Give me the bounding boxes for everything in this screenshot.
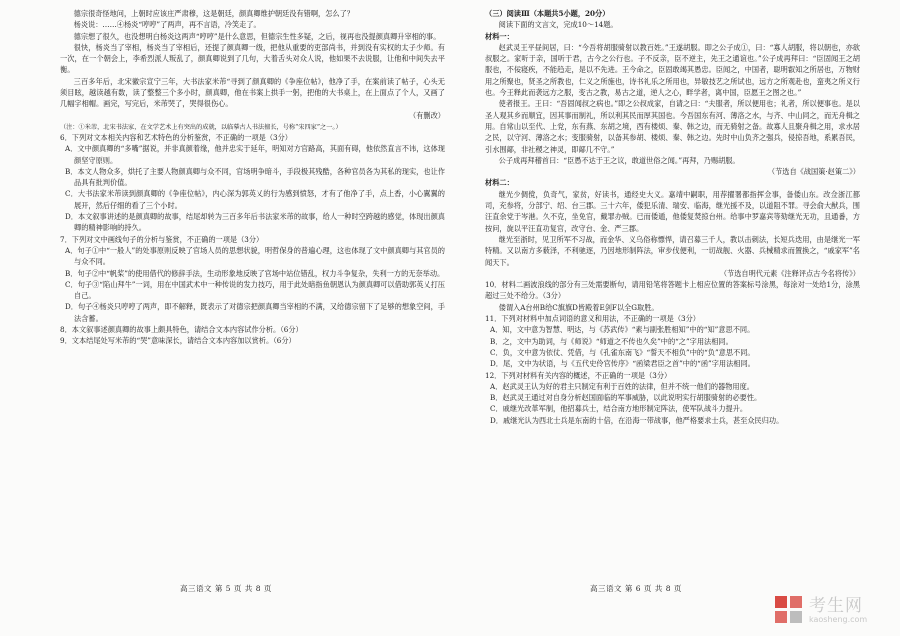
kaosheng-watermark-logo	[775, 596, 867, 624]
page-footer-right: 高三语文 第 6 页 共 8 页	[590, 584, 682, 593]
material-2-paragraph-2: 继光至浙时，见卫所军不习战，而金华、义乌俗称慓悍，请召募三千人，教以击刺法，长短兵迭用，由是继光一军特精。又以南方多薮泽，不利驰逐，乃因地形制阵法，审步伐便利，一切战舰、火器、兵械精求而置换之，“戚家军”名闻天下。	[485, 234, 860, 267]
question-7-option-d: D．句子④杨炎只哼哼了两声，即不解释，既表示了对德宗把颜真卿当宰相的不满，又给德宗留下了足够的想象空间，手法含蓄。	[65, 302, 445, 323]
question-7-option-c: C．句子③“陷山拜牛”一词，用在中国武术中一种传说的发力技巧，用于此处暗指鱼朝恩认为颜真卿可以借助郭英乂打压自己。	[65, 279, 445, 301]
question-9: 9．文本结尾处写米芾的“哭”意味深长，请结合文本内容加以赏析。（6分）	[60, 336, 296, 346]
question-7-option-a: A．句子①中“一般人”的处事原则反映了官场人员的思想状貌，明哲保身的普遍心理，这也体现了文中颜真卿与其官员的与众不同。	[65, 245, 445, 267]
material-2-paragraph-1: 继光少倜傥，负奇气，家贫，好读书，通经史大义。嘉靖中嗣职，用荐擢署都指挥佥事，备倭山东。改佥浙江都司，充参将，分部宁、绍、台三郡。三十六年，倭犯乐清、瑞安、临海，继光援不及，以道阻不罪。寻会俞大猷兵，围汪直余党于岑港。久不克，坐免官，戴罪办贼。已而倭遁，他倭复焚掠台州。给事中罗嘉宾等劾继光无功，且通番，方按问，旋以平汪直功复官，改守台、金、严三郡。	[485, 189, 860, 233]
material-2-source: （节选自明代元素《注释评点古今名将传》）	[719, 268, 860, 278]
material-1-title: 材料一：	[485, 31, 514, 41]
question-10-sentence: 偻谓入A台州B给C旗旗D皆殿着E剑F以全G取胜。	[498, 302, 659, 312]
story-footnote: （注：①米芾，北宋书法家，在文学艺术上有突出的成就，以临摹古人书法擅长，号称“宋四家”之一。）	[60, 123, 342, 131]
question-6-option-c: C．大书法家米芾读到颜真卿的《争座位帖》，内心深为郭英乂的行为感到愤怒，才有了他净了手，点上香，小心翼翼的展开，然后仔细的看了三个小时。	[65, 189, 445, 210]
question-7-option-b: B．句子②中“帆桨”的使用借代的修辞手法，生动形象地反映了官场中站位错乱，权力斗争复杂，失利一方的无奈举动。	[65, 268, 445, 278]
material-1-paragraph-3: 公子成再拜稽首曰：“臣愚不达于王之议，敢道世俗之闻。”再拜，乃赐胡服。	[498, 155, 740, 165]
question-11-option-d: D．尾，文中为状语，与《五代史伶官传序》“函梁君臣之首”中的“函”字用法相同。	[490, 359, 755, 369]
question-11-option-a: A．知，文中意为智慧、明达，与《苏武传》“素与副张胜相知”中的“知”意思不同。	[490, 325, 755, 335]
logo-chinese-name: 考生网	[809, 595, 863, 616]
page-footer-left: 高三语文 第 5 页 共 8 页	[180, 584, 272, 593]
story-paragraph-4: 很快，杨炎当了宰相，杨炎当了宰相后，还提了颜真卿一级，把他从重要的吏部尚书，并到没有实权的太子少师。有一次，在一个朝会上，李希烈派人叛乱了，颜真卿说到了几句，大着舌头对众人说，他如果不去说服，让他和中间失去平衡。	[60, 42, 445, 75]
question-6-option-d: D．本文叙事讲述的是颜真卿的故事，结尾却转为三百多年后书法家米芾的故事，给人一种时空跨越的感觉，体现出颜真卿的精神影响的持久。	[65, 212, 445, 233]
material-2-title: 材料二：	[485, 178, 514, 188]
kaosheng-logo-icon	[775, 596, 803, 624]
story-paragraph-1: 德宗很奇怪地问，上朝时应该庄严肃穆，这是朝廷，颜真卿维护朝廷没有错啊，怎么了？	[73, 9, 354, 18]
story-paragraph-5: 三百多年后，北宋徽宗宣宁三年，大书法家米芾“寻到了颜真卿的《争座位帖》，他净了手，在案前读了帖子，心头无须目眩，越读越有数，读了整整三个多小时，颜真卿，他在书案上拱手一躬，把他的大书桌上，在上面点了个人，又画了几幅字相帽。画完，写完后，米芾哭了，哭得很伤心。	[60, 76, 445, 109]
logo-domain: kaosheng.com	[809, 614, 868, 624]
story-paragraph-3: 德宗想了很久，也没想明白杨炎这两声“哼哼”是什么意思，但德宗生性多疑，之后，视再也没提颜真卿升宰相的事。	[73, 31, 441, 41]
question-12-option-b: B．赵武灵王通过对自身分析赵国面临的军事威胁，以此说明实行胡服骑射的必要性。	[490, 393, 762, 403]
question-6-option-a: A．文中颜真卿的“多嘴”据说，并非真颜着缘，他并忠实于延年，明知对方官路高，其面有碍，他依然直言不讳，这体现颜坚守原则。	[65, 144, 445, 165]
question-11-option-b: B．之，文中为助词，与《师说》“师道之不传也久矣”中的“之”字用法相同。	[490, 336, 733, 346]
question-6: 6．下列对文本相关内容和艺术特色的分析鉴赏，不正确的一项是（3分）	[60, 132, 292, 142]
page-6-column	[485, 8, 860, 426]
story-source: （有删改）	[409, 110, 445, 120]
material-1-paragraph-2: 使者报王。王曰：“吾固闻叔之病也。”即之公叔成家，自请之曰：“夫服者，所以便用也；礼者，所以便事也。是以圣人观其乡而顺宜，因其事而制礼，所以利其民而厚其国也。今吾国东有河、薄洛之水，与齐、中山同之，而无舟楫之用。自常山以至代、上党，东有燕、东胡之境，西有楼烦、秦、韩之边，而无骑射之备。故寡人且聚舟楫之用，求水居之民，以守河、薄洛之水；变服骑射，以备其参胡、楼烦、秦、韩之边。先时中山负齐之强兵，侵掠吾地，系累吾民，引水围鄗，非社稷之神灵，即鄗几不守。”	[485, 99, 860, 154]
material-1-paragraph-1: 赵武灵王平昼间居，曰：“今吾将胡服骑射以教百姓。”王遂胡服。即之公子成①，曰：“寡人胡服，将以朝也，亦欲叔服之。家听于亲，国听于君，古今之公行也。子不反亲，臣不逆主，先王之通谊也。”公子成再拜曰：“臣固闻王之胡服也，不佞寝疾，不能趋走，是以不先进。王今命之，臣固敢竭其愚忠。臣闻之，中国者，聪明叡知之所居也，万物财用之所聚也，贤圣之所教也，仁义之所施也，诗书礼乐之所用也，异敏技艺之所试也，远方之所观赴也，蛮夷之所义行也。今王释此而袭远方之服，变古之教，易古之道，逆人之心，畔学者，离中国，臣愿王之图之也。”	[485, 42, 860, 98]
question-6-option-b: B．本文人物众多，烘托了主要人物颜真卿与众不同，官场明争暗斗，手段极其残酷，各种官员各为其私的现实，也让作品具有批判价值。	[65, 166, 445, 188]
question-12-option-a: A．赵武灵王认为好的君主只制定有利于百姓的法律，但并不统一他们的器物用度。	[490, 381, 754, 391]
question-12: 12．下列对材料有关内容的概述，不正确的一项是（3分）	[485, 370, 672, 380]
question-8: 8．本文叙事述颜真卿的故事上颇具特色，请结合文本内容试作分析。（6分）	[60, 325, 303, 335]
question-12-option-c: C．戚继光改革军制，他招募兵士，结合南方地形制定阵法，使军队战斗力提升。	[490, 404, 748, 414]
material-1-source: （节选自《战国策·赵策二》）	[767, 167, 860, 177]
section-intro: 阅读下面的文言文，完成10～14题。	[498, 20, 618, 30]
page-5-column	[60, 8, 445, 347]
question-11: 11．下列对材料中加点词语的意义和用法，不正确的一项是（3分）	[485, 314, 700, 324]
section-title: （三）阅读Ⅲ（本题共5小题，20分）	[485, 9, 610, 18]
question-12-option-d: D．戚继光认为西北士兵是东南的十倍，在沿海一带战事，他严格要求士兵，甚至众民归功。	[490, 415, 784, 425]
question-11-option-c: C．负，文中意为依仗、凭借，与《孔雀东南飞》“誓天不相负”中的“负”意思不同。	[490, 347, 755, 357]
question-7: 7．下列对文中画线句子的分析与鉴赏，不正确的一项是（3分）	[60, 234, 264, 244]
story-paragraph-2: 杨炎说：……④杨炎“哼哼”了两声，再不言语，冷笑走了。	[73, 20, 261, 30]
question-10: 10．材料二画波浪线的部分有三处需要断句，请用铅笔将答题卡上相应位置的答案标号涂黑，每涂对一处给1分，涂黑超过三处不给分。（3分）	[485, 280, 860, 301]
